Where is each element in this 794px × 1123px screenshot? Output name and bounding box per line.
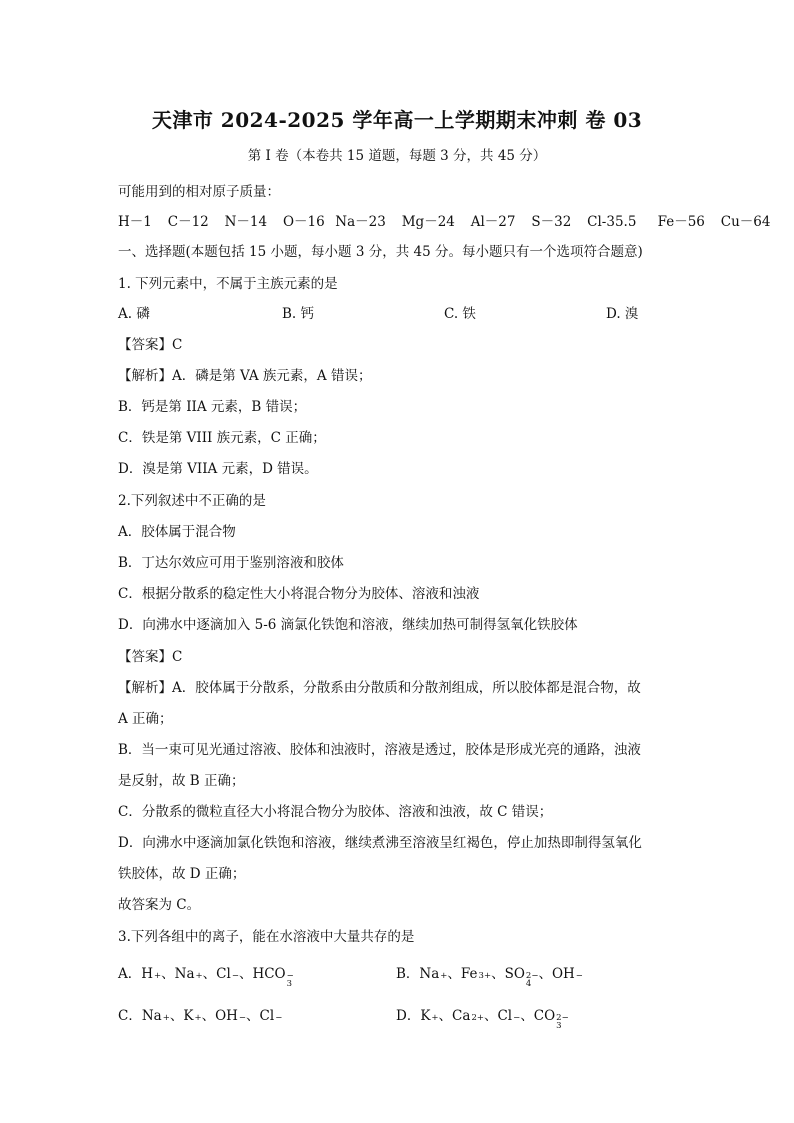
ion-charge: + — [194, 1013, 202, 1023]
question-1-analysis-line: C．铁是第 VIII 族元素，C 正确； — [118, 430, 326, 446]
question-1-analysis-line: 【解析】A．磷是第 VA 族元素，A 错误； — [118, 368, 372, 384]
question-2-analysis-line: A 正确； — [118, 711, 173, 727]
ion-charge: 3+ — [478, 971, 492, 981]
atomic-mass-list: H－1 C－12 N－14 O－16 Na－23 Mg－24 Al－27 S－32 Cl-35.5 Fe－56 Cu－64 — [118, 214, 771, 230]
ion-subscript — [196, 980, 203, 988]
question-2-analysis-line: 是反射，故 B 正确； — [118, 773, 245, 789]
question-1-stem: 1. 下列元素中，不属于主族元素的是 — [118, 276, 338, 292]
question-1-option-d: D. 溴 — [606, 306, 639, 322]
question-3-option-a — [118, 962, 294, 988]
question-2-analysis-line: 【解析】A．胶体属于分散系，分散系由分散质和分散剂组成，所以胶体都是混合物，故 — [118, 680, 641, 696]
ion-charge: − — [275, 1013, 283, 1023]
ion-separator: 、 — [483, 1008, 498, 1024]
ion-separator: 、 — [161, 966, 175, 982]
question-2-option-b: B．丁达尔效应可用于鉴别溶液和胶体 — [118, 555, 344, 571]
option-letter: D． — [396, 1008, 421, 1024]
ion-charge: 2− — [556, 1013, 569, 1023]
question-2-analysis-line: C．分散系的微粒直径大小将混合物分为胶体、溶液和浊液，故 C 错误； — [118, 804, 553, 820]
ion-charge: 2− — [525, 971, 539, 981]
question-2-option-d: D．向沸水中逐滴加入 5-6 滴氯化铁饱和溶液，继续加热可制得氢氧化铁胶体 — [118, 617, 578, 633]
ion-formula: Cl − — [497, 1008, 520, 1030]
ion-charge: + — [154, 971, 162, 981]
question-2-option-a: A．胶体属于混合物 — [118, 524, 236, 540]
question-1-answer: 【答案】C — [118, 337, 183, 353]
ion-charge: − — [286, 971, 294, 981]
ion-separator: 、 — [491, 966, 505, 982]
ion-subscript: 3 — [286, 979, 293, 989]
ion-formula: K + — [420, 1008, 438, 1030]
question-2-stem: 2.下列叙述中不正确的是 — [118, 493, 266, 509]
ion-separator: 、 — [246, 1008, 260, 1024]
ion-subscript — [431, 1022, 438, 1030]
question-3-option-b — [396, 962, 583, 988]
ion-formula: Na + — [142, 1008, 170, 1030]
question-3-option-d — [396, 1004, 569, 1030]
ion-subscript — [194, 1022, 201, 1030]
ion-subscript — [239, 1022, 246, 1030]
ion-charge: 2+ — [471, 1013, 484, 1023]
ion-separator: 、 — [169, 1008, 184, 1024]
section-subtitle: 第 I 卷（本卷共 15 道题，每题 3 分，共 45 分） — [247, 148, 547, 164]
ion-formula: Na + — [175, 966, 203, 988]
ion-separator: 、 — [238, 966, 253, 982]
option-letter: B． — [396, 966, 420, 982]
ion-separator: 、 — [202, 966, 217, 982]
question-1-option-b: B. 钙 — [282, 306, 315, 322]
option-letter: A． — [118, 966, 142, 982]
ion-charge: − — [231, 971, 239, 981]
question-2-analysis-line: 铁胶体，故 D 正确； — [118, 866, 246, 882]
ion-formula: OH − — [215, 1008, 246, 1030]
ion-separator: 、 — [201, 1008, 216, 1024]
ion-charge: + — [162, 1013, 170, 1023]
option-letter: C． — [118, 1008, 142, 1024]
question-2-analysis-line: B．当一束可见光通过溶液、胶体和浊液时，溶液是透过，胶体是形成光亮的通路，浊液 — [118, 742, 641, 758]
section-header: 一、选择题(本题包括 15 小题，每小题 3 分，共 45 分。每小题只有一个选项符合题意) — [118, 244, 643, 260]
ion-charge: + — [195, 971, 203, 981]
ion-subscript — [479, 980, 492, 988]
ion-subscript: 3 — [556, 1021, 562, 1031]
question-2-analysis-line: D．向沸水中逐滴加氯化铁饱和溶液，继续煮沸至溶液呈红褐色，停止加热即制得氢氧化 — [118, 835, 642, 851]
question-1-option-c: C. 铁 — [444, 306, 476, 322]
ion-charge: − — [513, 1013, 521, 1023]
page-title: 天津市 2024-2025 学年高一上学期期末冲刺 卷 03 — [151, 108, 643, 132]
ion-formula: Ca 2+ — [452, 1008, 484, 1030]
question-1-analysis-line: D．溴是第 VIIA 元素，D 错误。 — [118, 461, 318, 477]
ion-subscript — [275, 1022, 282, 1030]
ion-subscript: 4 — [525, 979, 532, 989]
ion-separator: 、 — [538, 966, 552, 982]
ion-charge: + — [431, 1013, 439, 1023]
question-3-stem: 3.下列各组中的离子，能在水溶液中大量共存的是 — [118, 929, 415, 945]
atomic-mass-label: 可能用到的相对原子质量： — [118, 184, 280, 200]
ion-formula: HCO − 3 — [252, 966, 294, 989]
question-2-analysis-line: 故答案为 C。 — [118, 897, 201, 913]
ion-separator: 、 — [447, 966, 461, 982]
ion-separator: 、 — [520, 1008, 534, 1024]
question-2-option-c: C．根据分散系的稳定性大小将混合物分为胶体、溶液和浊液 — [118, 586, 480, 602]
ion-charge: + — [440, 971, 448, 981]
ion-formula: K + — [183, 1008, 201, 1030]
ion-formula: Na + — [419, 966, 447, 988]
ion-formula: Cl − — [260, 1008, 283, 1030]
ion-subscript — [471, 1022, 484, 1030]
question-3-option-c — [118, 1004, 282, 1030]
question-1-analysis-line: B．钙是第 IIA 元素，B 错误； — [118, 399, 307, 415]
ion-formula: CO 2− 3 — [533, 1008, 569, 1031]
ion-formula: SO 2− 4 — [504, 966, 539, 989]
ion-formula: H + — [141, 966, 161, 988]
question-2-answer: 【答案】C — [118, 649, 183, 665]
ion-formula: Fe 3+ — [461, 966, 491, 988]
ion-charge: − — [238, 1013, 247, 1023]
ion-charge: − — [575, 971, 583, 981]
ion-separator: 、 — [438, 1008, 453, 1024]
question-1-option-a: A. 磷 — [118, 306, 150, 322]
ion-subscript — [576, 980, 583, 988]
ion-formula: OH − — [552, 966, 583, 988]
ion-subscript — [163, 1022, 170, 1030]
ion-subscript — [232, 980, 239, 988]
ion-formula: Cl − — [216, 966, 239, 988]
